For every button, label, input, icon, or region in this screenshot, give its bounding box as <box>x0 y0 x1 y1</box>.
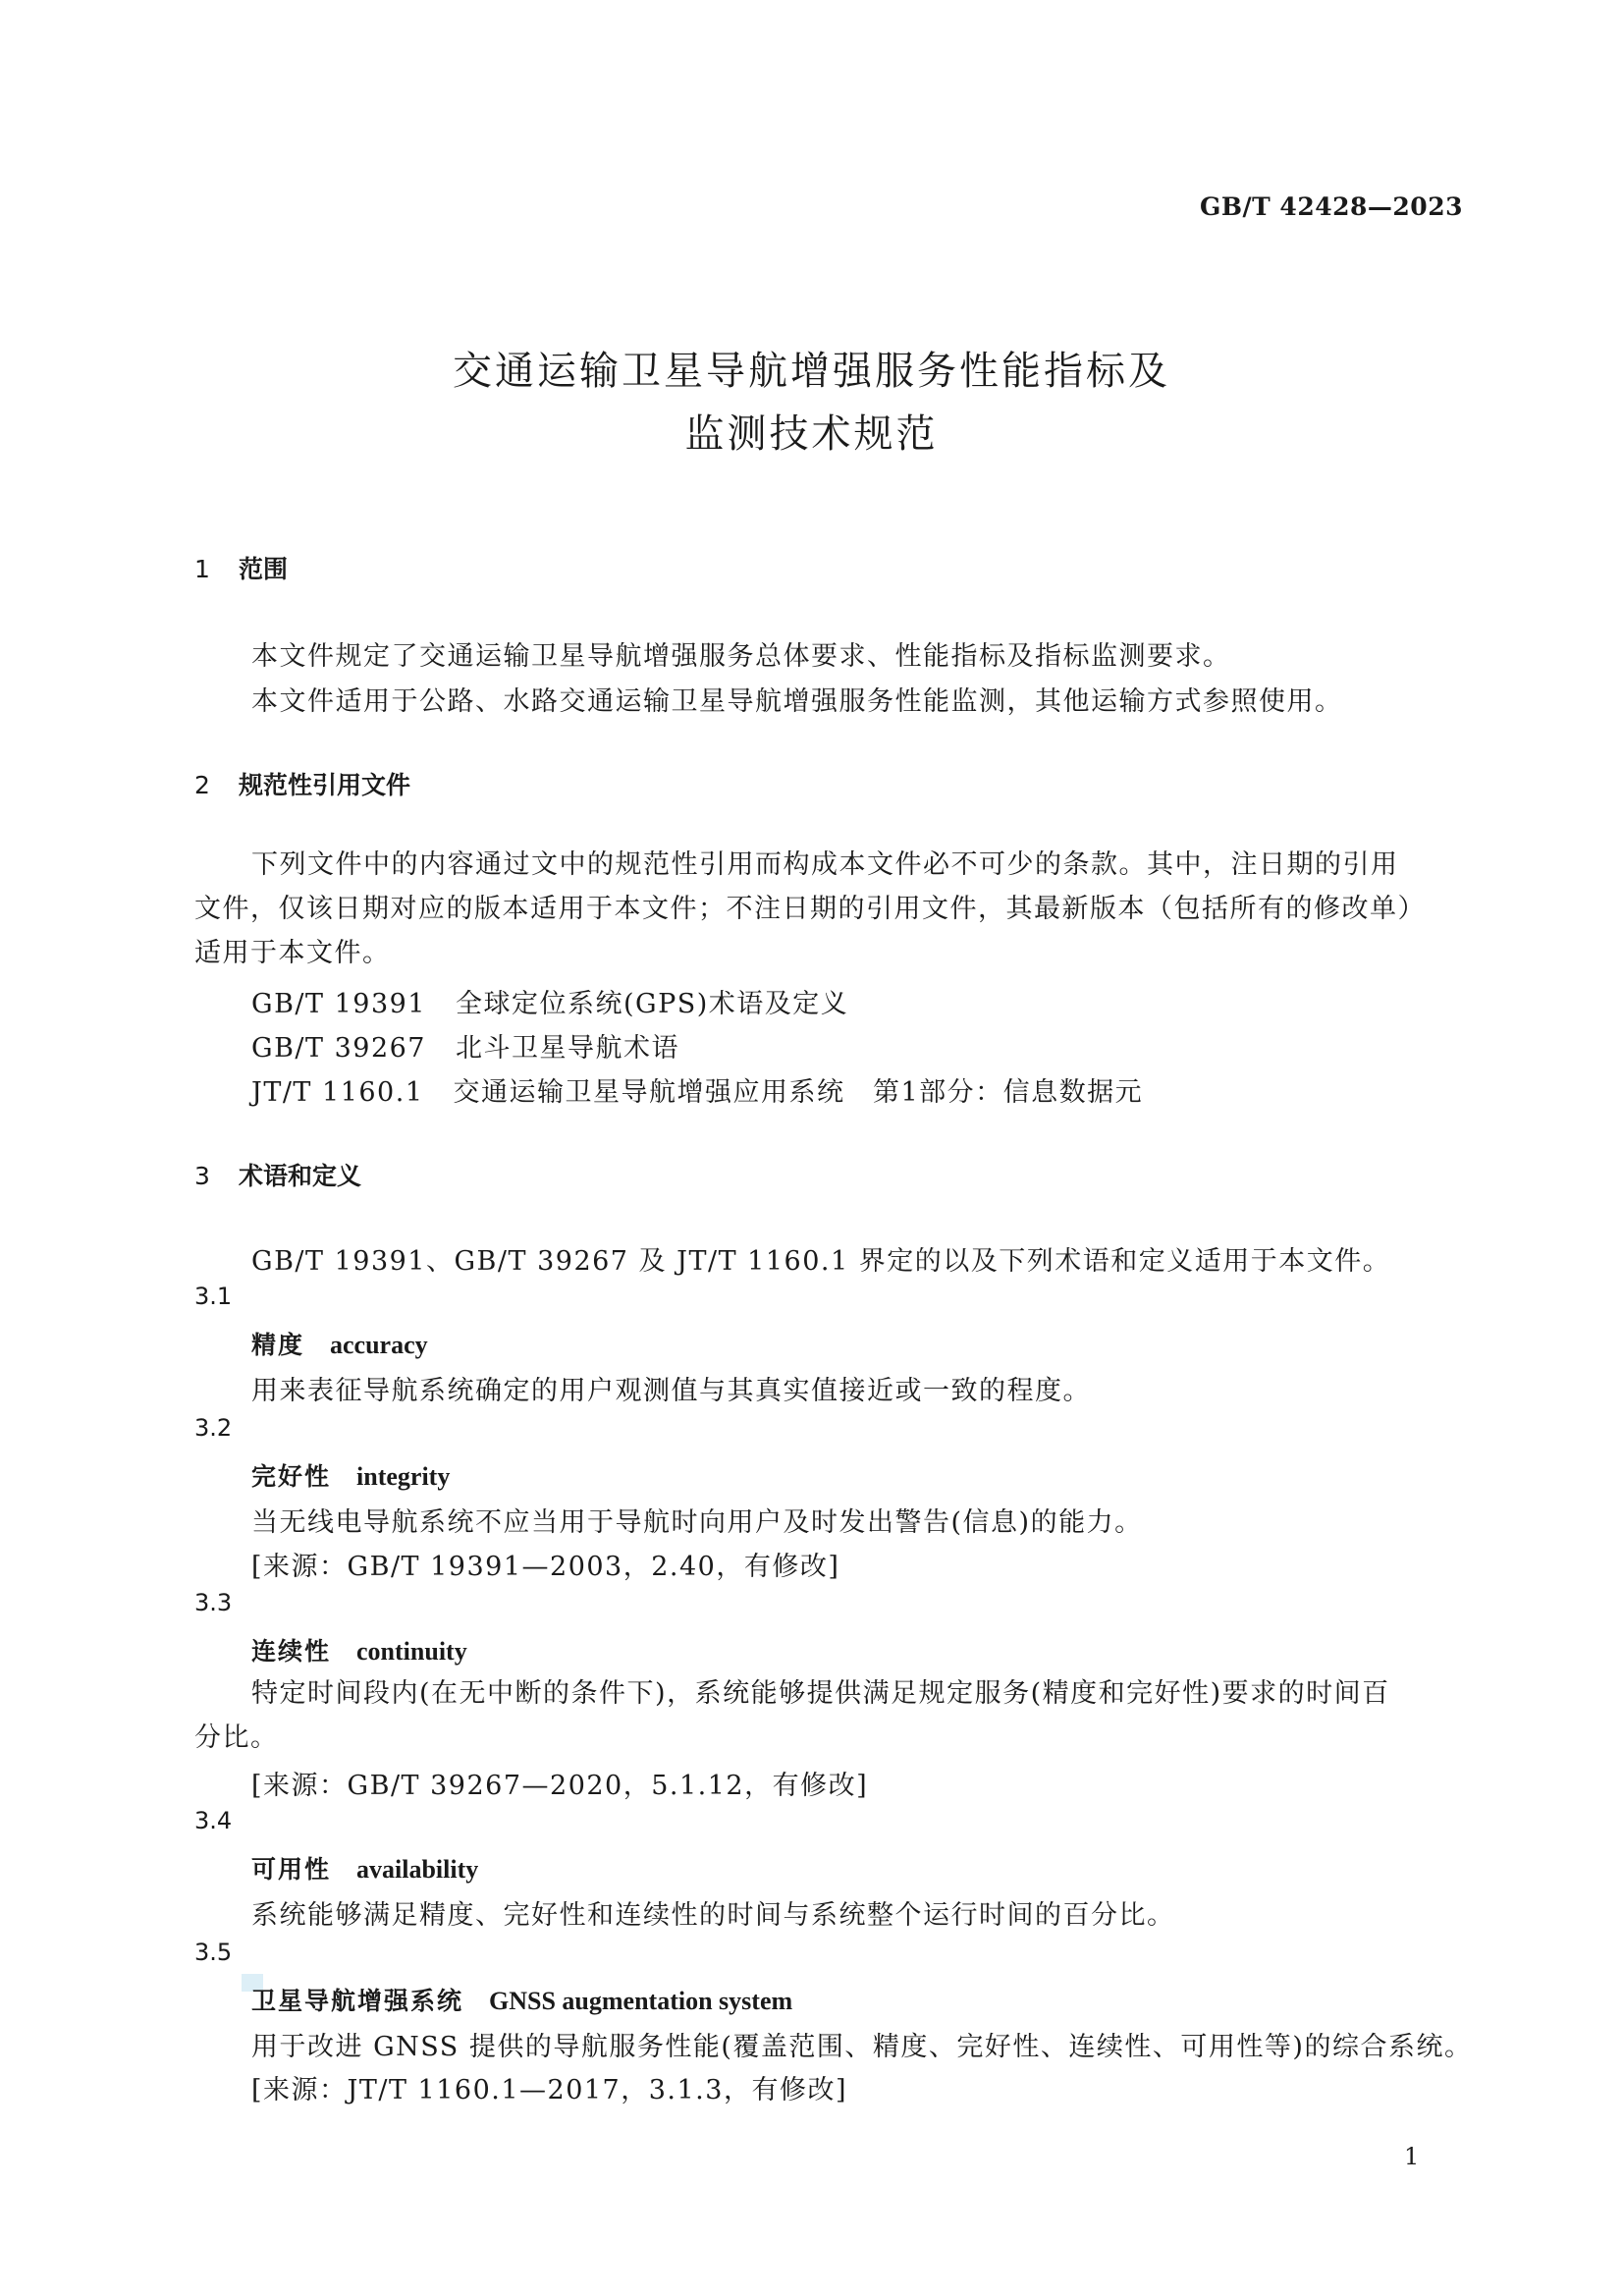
page-number: 1 <box>1404 2143 1420 2170</box>
reference-title: 交通运输卫星导航增强应用系统 第1部分：信息数据元 <box>453 1077 1144 1108</box>
term-source: [来源：GB/T 39267—2020，5.1.12，有修改] <box>251 1771 869 1801</box>
section-3-heading <box>194 1157 361 1192</box>
term-source: [来源：GB/T 19391—2003，2.40，有修改] <box>251 1552 840 1582</box>
section-2-heading <box>194 766 410 801</box>
section-1-heading <box>194 550 288 585</box>
term-english: availability <box>356 1855 479 1884</box>
reference-title: 全球定位系统(GPS)术语及定义 <box>456 989 849 1019</box>
section-title: 规范性引用文件 <box>239 771 411 799</box>
section-number: 3 <box>194 1162 210 1190</box>
term-english: GNSS augmentation system <box>489 1987 793 2015</box>
term-english: integrity <box>356 1462 451 1491</box>
term-chinese: 精度 <box>251 1331 305 1359</box>
term-number: 3.3 <box>194 1589 233 1616</box>
term-definition: 系统能够满足精度、完好性和连续性的时间与系统整个运行时间的百分比。 <box>251 1900 1175 1931</box>
term-number: 3.2 <box>194 1414 233 1442</box>
reference-item <box>251 1026 679 1065</box>
term-definition: 当无线电导航系统不应当用于导航时向用户及时发出警告(信息)的能力。 <box>251 1507 1143 1538</box>
document-title-line-2: 监测技术规范 <box>684 411 939 457</box>
term-english: accuracy <box>330 1331 428 1359</box>
term-definition: 特定时间段内(在无中断的条件下)，系统能够提供满足规定服务(精度和完好性)要求的时间百分比。 <box>194 1678 1390 1753</box>
term-number: 3.5 <box>194 1939 233 1966</box>
reference-code: GB/T 39267 <box>251 1033 426 1064</box>
section-number: 2 <box>194 771 210 799</box>
reference-code: GB/T 19391 <box>251 989 426 1019</box>
scope-paragraph-1: 本文件规定了交通运输卫星导航增强服务总体要求、性能指标及指标监测要求。 <box>251 641 1231 672</box>
term-chinese: 可用性 <box>251 1855 332 1884</box>
normative-references-intro: 下列文件中的内容通过文中的规范性引用而构成本文件必不可少的条款。其中，注日期的引用文件，仅该日期对应的版本适用于本文件；不注日期的引用文件，其最新版本（包括所有的修改单）适用于本文件。 <box>194 849 1413 968</box>
term-english: continuity <box>356 1637 467 1666</box>
term-heading <box>251 1457 450 1493</box>
terms-intro: GB/T 19391、GB/T 39267 及 JT/T 1160.1 界定的以及下列术语和定义适用于本文件。 <box>251 1246 1391 1277</box>
reference-code: JT/T 1160.1 <box>251 1077 424 1108</box>
section-title: 范围 <box>239 555 289 583</box>
section-title: 术语和定义 <box>239 1162 362 1190</box>
reference-item <box>251 1070 1143 1109</box>
reference-item <box>251 982 848 1020</box>
standard-code: GB/T 42428—2023 <box>1200 192 1463 221</box>
reference-title: 北斗卫星导航术语 <box>456 1033 679 1064</box>
term-chinese: 卫星导航增强系统 <box>251 1987 464 2015</box>
term-heading <box>251 1632 467 1667</box>
term-chinese: 连续性 <box>251 1637 332 1666</box>
term-heading <box>251 1850 478 1886</box>
term-heading <box>251 1982 792 2017</box>
document-title-line-1: 交通运输卫星导航增强服务性能指标及 <box>453 349 1170 394</box>
term-chinese: 完好性 <box>251 1462 332 1491</box>
scope-paragraph-2: 本文件适用于公路、水路交通运输卫星导航增强服务性能监测，其他运输方式参照使用。 <box>251 686 1343 717</box>
term-definition: 用于改进 GNSS 提供的导航服务性能(覆盖范围、精度、完好性、连续性、可用性等)的综合系统。 <box>251 2032 1473 2062</box>
term-source: [来源：JT/T 1160.1—2017，3.1.3，有修改] <box>251 2075 847 2105</box>
section-number: 1 <box>194 555 210 583</box>
term-number: 3.1 <box>194 1283 233 1310</box>
term-number: 3.4 <box>194 1807 233 1834</box>
term-heading <box>251 1326 428 1361</box>
term-definition: 用来表征导航系统确定的用户观测值与其真实值接近或一致的程度。 <box>251 1376 1091 1406</box>
